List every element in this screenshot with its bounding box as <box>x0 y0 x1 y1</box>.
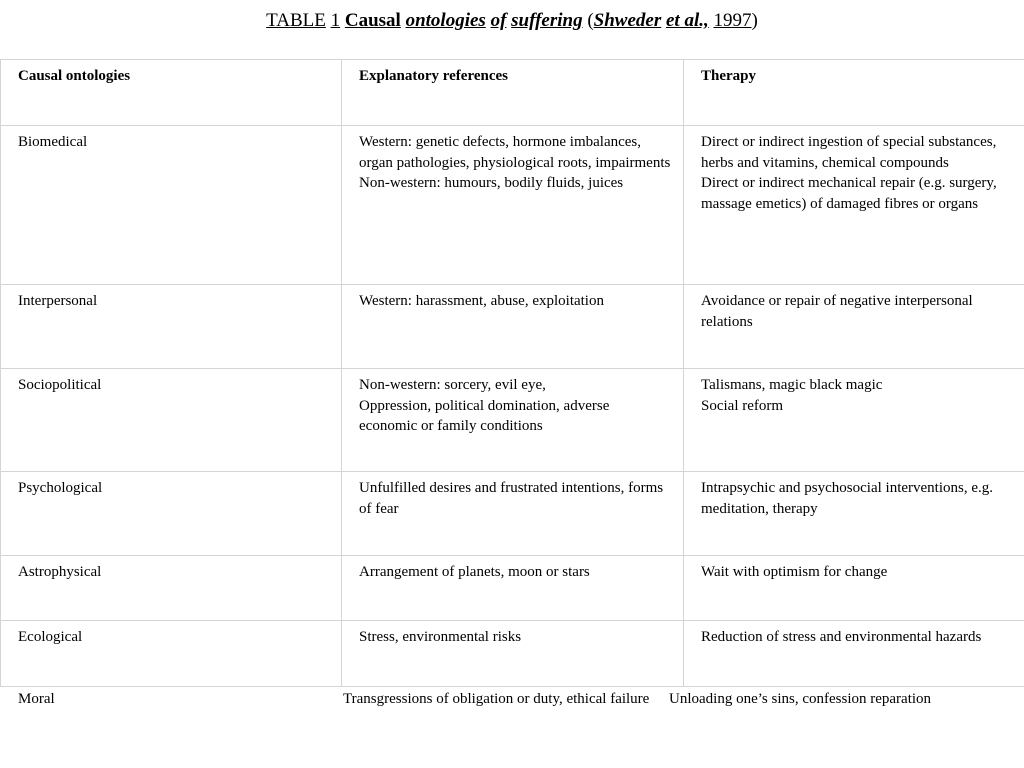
cell-therapy: Talismans, magic black magic Social reform <box>684 369 1024 472</box>
cell-therapy: Avoidance or repair of negative interpersonal relations <box>684 285 1024 369</box>
cell-ontology: Sociopolitical <box>1 369 342 472</box>
header-causal-ontologies: Causal ontologies <box>1 60 342 126</box>
cell-references: Western: harassment, abuse, exploitation <box>342 285 684 369</box>
table-row <box>1 556 1024 621</box>
table-row <box>1 369 1024 472</box>
cell-references: Arrangement of planets, moon or stars <box>342 556 684 621</box>
table-row <box>1 285 1024 369</box>
caption-word-of[interactable]: of <box>490 10 507 31</box>
table-header-row <box>1 60 1024 126</box>
cell-therapy: Direct or indirect ingestion of special substances, herbs and vitamins, chemical compounds Direct or indirect mechanical repair (e.g. surgery, massage emetics) of damaged fibres or organs <box>684 126 1024 285</box>
cell-therapy: Wait with optimism for change <box>684 556 1024 621</box>
table-row <box>1 621 1024 687</box>
caption-word-suffering[interactable]: suffering <box>511 10 583 31</box>
caption-table-number[interactable]: 1 <box>330 10 341 31</box>
cell-references: Transgressions of obligation or duty, ethical failure <box>343 691 650 707</box>
header-therapy: Therapy <box>684 60 1024 126</box>
cell-references: Western: genetic defects, hormone imbalances, organ pathologies, physiological roots, impairments Non-western: humours, bodily fluids, juices <box>342 126 684 285</box>
caption-year-link[interactable]: 1997 <box>713 10 752 31</box>
caption-table-word[interactable]: TABLE <box>266 10 326 31</box>
caption-etal-link[interactable]: et al., <box>666 10 709 31</box>
cell-references: Unfulfilled desires and frustrated intentions, forms of fear <box>342 472 684 556</box>
cell-references: Non-western: sorcery, evil eye, Oppression, political domination, adverse economic or family conditions <box>342 369 684 472</box>
table-row <box>1 472 1024 556</box>
caption-word-causal[interactable]: Causal <box>344 10 401 31</box>
cell-therapy: Reduction of stress and environmental hazards <box>684 621 1024 687</box>
caption-word-ontologies[interactable]: ontologies <box>405 10 486 31</box>
cell-therapy: Unloading one’s sins, confession reparation <box>669 691 932 707</box>
caption-open-paren: (Shweder <box>587 10 662 31</box>
cell-therapy: Intrapsychic and psychosocial interventions, e.g. meditation, therapy <box>684 472 1024 556</box>
cell-ontology: Ecological <box>1 621 342 687</box>
table-row <box>1 126 1024 285</box>
cell-ontology: Biomedical <box>1 126 342 285</box>
caption-author-link[interactable]: Shweder <box>593 10 662 31</box>
cell-ontology: Moral <box>18 691 55 707</box>
cell-references: Stress, environmental risks <box>342 621 684 687</box>
caption-year-group: 1997) <box>713 10 758 31</box>
cell-ontology: Psychological <box>1 472 342 556</box>
cell-ontology: Astrophysical <box>1 556 342 621</box>
header-explanatory-references: Explanatory references <box>342 60 684 126</box>
causal-ontologies-table <box>0 59 1024 687</box>
table-caption <box>0 8 1024 34</box>
cell-ontology: Interpersonal <box>1 285 342 369</box>
